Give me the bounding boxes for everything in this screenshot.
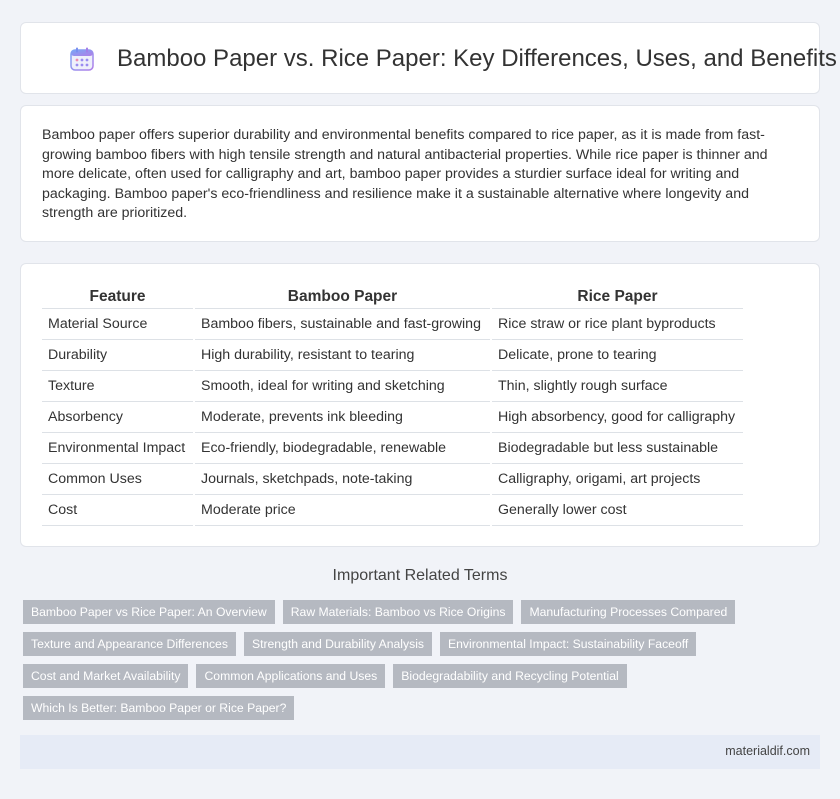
intro-paragraph: Bamboo paper offers superior durability and environmental benefits compared to rice paper, as it is made from fast-growing bamboo fibers with high tensile strength and natural antibacterial properties. While rice paper is thinner and more delicate, often used for calligraphy and art, bamboo paper provides a sturdier surface ideal for writing and packaging. Bamboo paper's eco-friendliness and resilience make it a sustainable alternative where longevity and strength are prioritized.	[42, 127, 768, 221]
related-terms-tags	[23, 600, 823, 728]
intro-card	[20, 105, 820, 242]
related-term-tag[interactable]: Manufacturing Processes Compared	[521, 600, 735, 624]
table-row	[42, 401, 743, 432]
cell-rice: Generally lower cost	[491, 494, 743, 525]
cell-feature: Cost	[42, 494, 194, 525]
cell-bamboo: Journals, sketchpads, note-taking	[194, 463, 491, 494]
column-header-feature: Feature	[42, 286, 194, 308]
table-row	[42, 339, 743, 370]
header-card	[20, 22, 837, 94]
cell-bamboo: High durability, resistant to tearing	[194, 339, 491, 370]
footer-site: materialdif.com	[725, 744, 810, 758]
comparison-table	[42, 286, 743, 526]
table-row	[42, 494, 743, 525]
tag-row	[23, 632, 823, 656]
cell-feature: Absorbency	[42, 401, 194, 432]
cell-rice: Calligraphy, origami, art projects	[491, 463, 743, 494]
cell-feature: Durability	[42, 339, 194, 370]
table-header-row	[42, 286, 743, 308]
cell-rice: Rice straw or rice plant byproducts	[491, 308, 743, 339]
related-term-tag[interactable]: Common Applications and Uses	[196, 664, 385, 688]
cell-bamboo: Moderate, prevents ink bleeding	[194, 401, 491, 432]
related-term-tag[interactable]: Strength and Durability Analysis	[244, 632, 432, 656]
cell-bamboo: Moderate price	[194, 494, 491, 525]
related-term-tag[interactable]: Cost and Market Availability	[23, 664, 188, 688]
cell-rice: Delicate, prone to tearing	[491, 339, 743, 370]
column-header-rice: Rice Paper	[491, 286, 743, 308]
related-term-tag[interactable]: Texture and Appearance Differences	[23, 632, 236, 656]
cell-bamboo: Smooth, ideal for writing and sketching	[194, 370, 491, 401]
table-row	[42, 463, 743, 494]
cell-bamboo: Bamboo fibers, sustainable and fast-growing	[194, 308, 491, 339]
cell-rice: Thin, slightly rough surface	[491, 370, 743, 401]
cell-bamboo: Eco-friendly, biodegradable, renewable	[194, 432, 491, 463]
comparison-table-card	[20, 263, 820, 547]
tag-row	[23, 664, 823, 688]
related-term-tag[interactable]: Environmental Impact: Sustainability Faceoff	[440, 632, 696, 656]
tag-row	[23, 600, 823, 624]
cell-rice: Biodegradable but less sustainable	[491, 432, 743, 463]
related-term-tag[interactable]: Raw Materials: Bamboo vs Rice Origins	[283, 600, 514, 624]
cell-feature: Environmental Impact	[42, 432, 194, 463]
related-terms-title: Important Related Terms	[332, 567, 508, 584]
related-term-tag[interactable]: Bamboo Paper vs Rice Paper: An Overview	[23, 600, 275, 624]
column-header-bamboo: Bamboo Paper	[194, 286, 491, 308]
cell-feature: Material Source	[42, 308, 194, 339]
table-row	[42, 370, 743, 401]
table-row	[42, 432, 743, 463]
tag-row	[23, 696, 823, 720]
footer	[20, 735, 820, 769]
related-term-tag[interactable]: Which Is Better: Bamboo Paper or Rice Paper?	[23, 696, 294, 720]
table-row	[42, 308, 743, 339]
related-term-tag[interactable]: Biodegradability and Recycling Potential	[393, 664, 626, 688]
page-title: Bamboo Paper vs. Rice Paper: Key Differences, Uses, and Benefits	[117, 45, 837, 72]
calendar-icon	[69, 46, 95, 72]
cell-feature: Common Uses	[42, 463, 194, 494]
cell-feature: Texture	[42, 370, 194, 401]
cell-rice: High absorbency, good for calligraphy	[491, 401, 743, 432]
